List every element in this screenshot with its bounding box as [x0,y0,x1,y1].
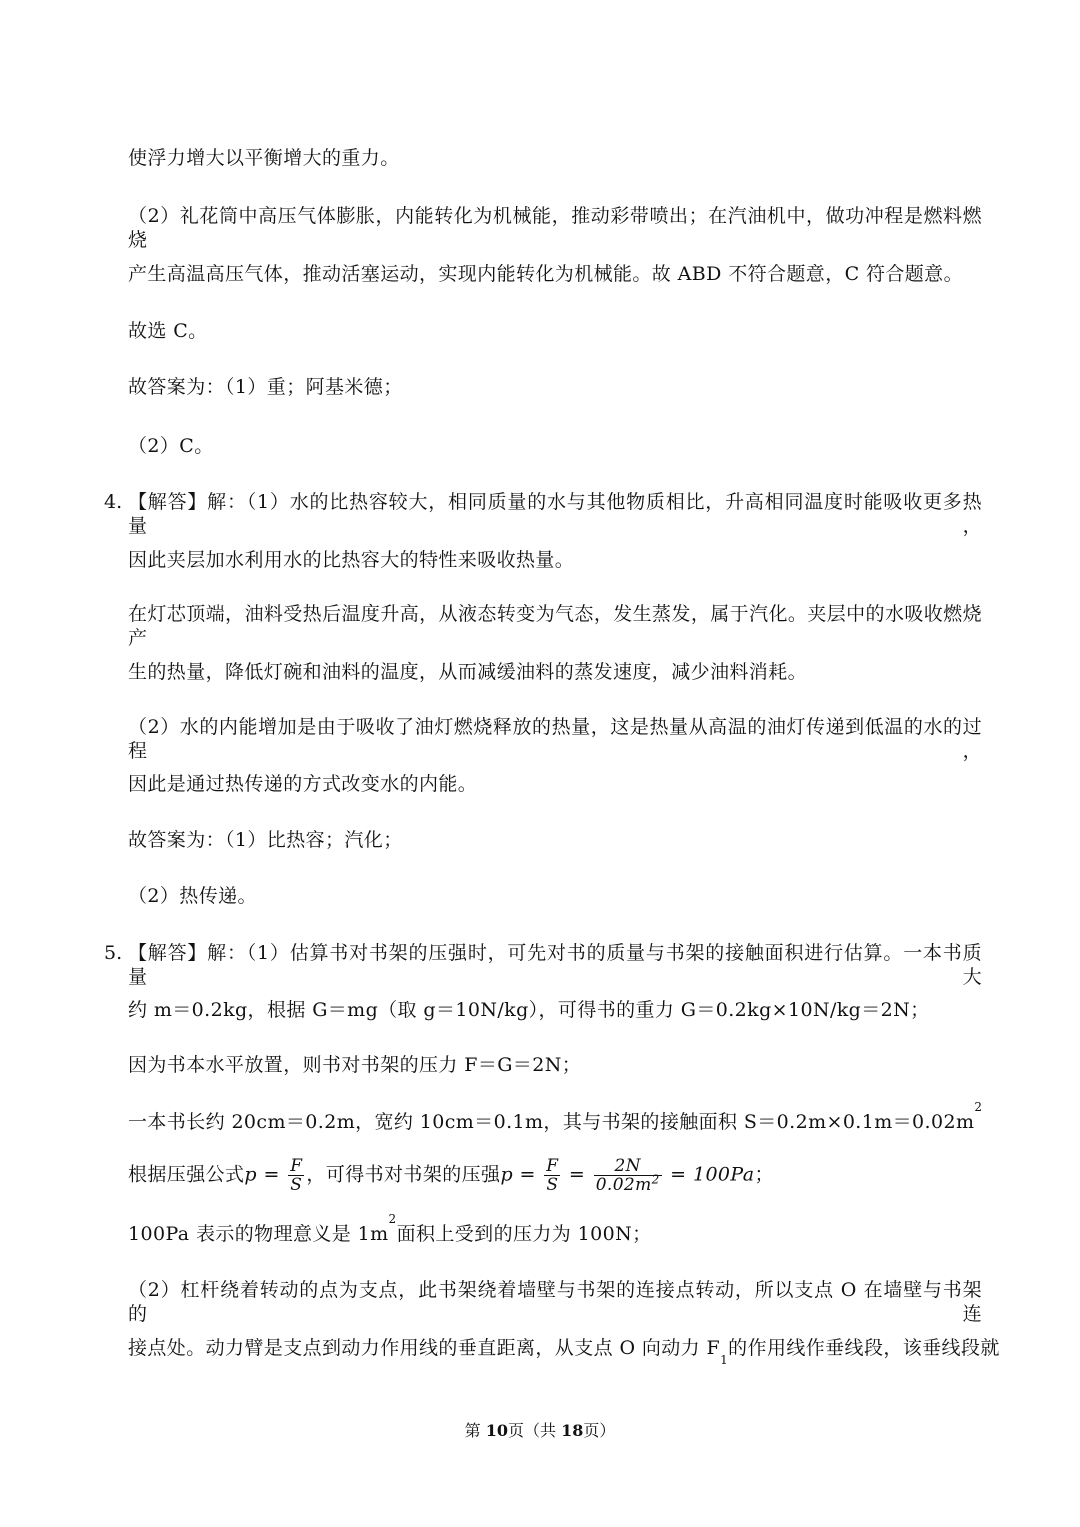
numerator: 2N [594,1157,662,1176]
text-line: （2）热传递。 [128,885,257,907]
text-line: 因此是通过热传递的方式改变水的内能。 [128,773,478,795]
text-fragment: 根据压强公式 [128,1163,245,1186]
text-line: 【解答】解：（1）估算书对书架的压强时，可先对书的质量与书架的接触面积进行估算。一本书质量大 [128,942,982,988]
symbol-p: p [244,1163,257,1186]
text-line: 【解答】解：（1）水的比热容较大，相同质量的水与其他物质相比，升高相同温度时能吸收更多热量， [128,491,982,537]
page-total: 18 [561,1421,584,1440]
text-line: 使浮力增大以平衡增大的重力。 [128,147,400,169]
text-fragment: ，可得书对书架的压强 [306,1163,501,1186]
superscript: 2 [974,1099,983,1114]
denominator: S [290,1175,303,1195]
text-line: （2）杠杆绕着转动的点为支点，此书架绕着墙壁与书架的连接点转动，所以支点 O 在墙壁与书架的连 [128,1279,982,1325]
denominator: S [546,1175,559,1195]
text-line: （2）C。 [128,435,214,457]
question-number: 4. [104,491,123,513]
text-line: 故答案为：（1）比热容；汽化； [128,829,403,851]
equals-sign: = [519,1163,536,1186]
fraction-f-over-s [288,1157,304,1194]
result-value: 100Pa [692,1163,755,1186]
text-line: 因此夹层加水利用水的比热容大的特性来吸收热量。 [128,549,575,571]
text-line: 产生高温高压气体，推动活塞运动，实现内能转化为机械能。故 ABD 不符合题意，C 符合题意。 [128,263,963,285]
page-number: 10 [485,1421,508,1440]
fraction-value [594,1157,662,1194]
numerator: F [546,1156,559,1176]
text-line: 故选 C。 [128,320,208,342]
equals-sign: = [568,1163,586,1186]
text-fragment: 一本书长约 20cm＝0.2m，宽约 10cm＝0.1m，其与书架的接触面积 S＝0.2m×0.1m＝0.02m [128,1111,975,1133]
text-line: 故答案为：（1）重；阿基米德； [128,376,403,398]
text-line: 接点处。动力臂是支点到动力作用线的垂直距离，从支点 O 向动力 $F_1$的作用线作垂线段，该垂线段就 [128,1337,1000,1367]
symbol-p: p [500,1163,514,1186]
equals-sign: = [670,1163,687,1186]
text-line: 100Pa 表示的物理意义是 $1m^2$面积上受到的压力为 100N； [128,1211,652,1245]
numerator: F [290,1156,303,1176]
equals-sign: = [263,1163,280,1186]
text-line: 约 m＝0.2kg，根据 G＝mg（取 g＝10N/kg），可得书的重力 G＝0.2kg×10N/kg＝2N； [128,999,930,1021]
text-line: 在灯芯顶端，油料受热后温度升高，从液态转变为气态，发生蒸发，属于汽化。夹层中的水吸收燃烧产 [128,603,982,649]
page-footer: 第 10页（共 18页） [464,1421,616,1440]
text-line: （2）水的内能增加是由于吸收了油灯燃烧释放的热量，这是热量从高温的油灯传递到低温的水的过程， [128,716,982,762]
formula-line [128,1157,774,1194]
fraction-f-over-s [544,1157,560,1194]
text-line [128,1099,983,1134]
text-fragment: ； [754,1163,774,1186]
text-line: （2）礼花筒中高压气体膨胀，内能转化为机械能，推动彩带喷出；在汽油机中，做功冲程是燃料燃烧 [128,205,982,251]
text-line: 生的热量，降低灯碗和油料的温度，从而减缓油料的蒸发速度，减少油料消耗。 [128,661,808,683]
denominator: $0.02m^2$ [595,1172,660,1195]
text-line: 因为书本水平放置，则书对书架的压力 F＝G＝2N； [128,1054,582,1076]
question-number: 5. [104,942,123,964]
